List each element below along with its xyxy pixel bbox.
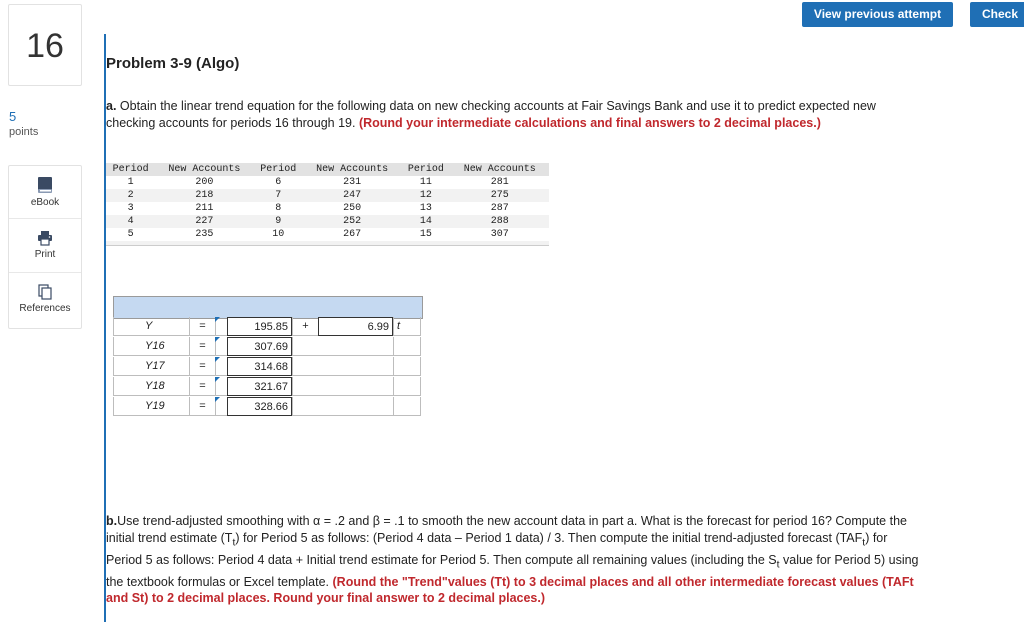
row-label: Y: [113, 317, 189, 336]
input-marker-icon: [215, 317, 220, 322]
row-label: Y19: [113, 397, 189, 416]
column-header: Period: [106, 163, 155, 176]
slope-input[interactable]: 6.99: [318, 317, 393, 336]
table-cell: 1: [127, 177, 134, 188]
check-button[interactable]: Check: [970, 2, 1024, 27]
points-label: points: [9, 126, 39, 138]
trend-table-header: [113, 296, 423, 319]
question-number: 16: [26, 27, 64, 65]
table-cell: 247: [303, 189, 401, 202]
equals-sign: =: [189, 377, 215, 396]
table-cell: 211: [195, 203, 214, 214]
table-row: [106, 228, 549, 241]
part-b-instructions: b.Use trend-adjusted smoothing with α = .2 and β = .1 to smooth the new account data in part a. What is the forecast for period 16? Compute the initial trend estimate $(T_t)$ for Period 5 as follows: (Period 4 data – Period 1 data) / 3. Then compute the initial trend-adjusted forecast $(TAF_t)$ for Period 5 as follows: Period 4 data + Initial trend estimate for Period 5. Then compute all remaining values (including the $S_t$ value for Period 5) using the textbook formulas or Excel template. (Round the "Trend"values (Tt) to 3 decimal places and all other intermediate forecast values (TAFt and St) to 2 decimal places. Round your final answer to 2 decimal places.): [106, 514, 919, 605]
table-cell: 11: [419, 177, 432, 188]
table-cell: 227: [155, 215, 253, 228]
trend-equation-row: [113, 317, 421, 337]
table-row: [106, 189, 549, 202]
table-row: [106, 176, 549, 189]
row-label: Y17: [113, 357, 189, 376]
table-cell: 281: [490, 177, 509, 188]
row-label: Y18: [113, 377, 189, 396]
table-cell: 235: [195, 229, 214, 240]
table-cell: 7: [254, 189, 303, 202]
table-cell: 3: [127, 203, 134, 214]
column-header: Period: [401, 163, 450, 176]
forecast-input[interactable]: 328.66: [227, 397, 292, 416]
table-cell: 218: [155, 189, 253, 202]
references-icon: [37, 284, 53, 300]
part-a-text: Obtain the linear trend equation for the following data on new checking accounts at Fair Savings Bank and use it to predict expected new checking accounts for periods 16 through 19.: [106, 99, 876, 130]
equals-sign: =: [189, 317, 215, 336]
table-cell: 200: [195, 177, 214, 188]
row-label: Y16: [113, 337, 189, 356]
column-header: Period: [254, 163, 303, 176]
table-cell: 250: [343, 203, 362, 214]
table-cell: 2: [106, 189, 155, 202]
book-icon: [37, 176, 53, 194]
part-b-prefix: b.: [106, 514, 118, 528]
table-cell: 10: [272, 229, 285, 240]
table-cell: 5: [127, 229, 134, 240]
print-button[interactable]: [9, 230, 81, 260]
table-cell: 8: [275, 203, 282, 214]
table-cell: 307: [490, 229, 509, 240]
forecast-input[interactable]: 321.67: [227, 377, 292, 396]
view-previous-attempt-button[interactable]: View previous attempt: [802, 2, 953, 27]
table-cell: 9: [254, 215, 303, 228]
table-row: [106, 202, 549, 215]
table-cell: 15: [419, 229, 432, 240]
part-a-rounding-note: (Round your intermediate calculations and final answers to 2 decimal places.): [358, 115, 821, 130]
table-row: [106, 215, 549, 228]
table-cell: 287: [490, 203, 509, 214]
table-cell: 275: [451, 189, 550, 202]
input-marker-icon: [215, 337, 220, 342]
print-label: Print: [34, 249, 56, 260]
table-cell: 288: [451, 215, 550, 228]
plus-sign: +: [292, 317, 318, 336]
part-b-text: Use trend-adjusted smoothing with α = .2 and β = .1 to smooth the new account data in part a. What is the forecast for period 16? Compute the initial trend estimate (T: [106, 514, 907, 545]
new-accounts-data-table: [106, 163, 549, 246]
table-cell: 231: [343, 177, 362, 188]
forecast-row-18: [113, 377, 421, 397]
input-marker-icon: [215, 377, 220, 382]
part-b-rounding-note: (Round the "Trend"values (Tt) to 3 decimal places and all other intermediate forecast values (TAFt and St) to 2 decimal places. Round your final answer to 2 decimal places.): [106, 574, 914, 605]
references-label: References: [19, 303, 71, 314]
references-button[interactable]: [9, 284, 81, 314]
table-cell: 12: [401, 189, 450, 202]
column-header: New Accounts: [303, 163, 401, 176]
printer-icon: [37, 230, 53, 246]
table-cell: 4: [106, 215, 155, 228]
forecast-row-19: [113, 397, 421, 417]
forecast-row-16: [113, 337, 421, 357]
table-cell: 252: [303, 215, 401, 228]
ebook-label: eBook: [30, 197, 60, 208]
intercept-input[interactable]: 195.85: [227, 317, 292, 336]
equals-sign: =: [189, 357, 215, 376]
forecast-input[interactable]: 314.68: [227, 357, 292, 376]
problem-title: Problem 3-9 (Algo): [106, 55, 240, 72]
input-marker-icon: [215, 397, 220, 402]
points-value: 5: [9, 109, 17, 124]
equals-sign: =: [189, 397, 215, 416]
table-cell: 13: [419, 203, 432, 214]
forecast-input[interactable]: 307.69: [227, 337, 292, 356]
time-variable: t: [393, 317, 421, 336]
forecast-row-17: [113, 357, 421, 377]
part-a-prefix: a.: [106, 99, 117, 113]
table-header-row: [106, 163, 549, 176]
ebook-button[interactable]: [9, 176, 81, 208]
table-cell: 6: [275, 177, 282, 188]
table-cell: 267: [343, 229, 362, 240]
tools-panel: [8, 165, 82, 329]
question-number-box: [8, 4, 82, 86]
part-a-instructions: [106, 98, 906, 131]
column-header: New Accounts: [155, 163, 253, 176]
table-cell: 14: [401, 215, 450, 228]
column-header: New Accounts: [451, 163, 550, 176]
equals-sign: =: [189, 337, 215, 356]
input-marker-icon: [215, 357, 220, 362]
